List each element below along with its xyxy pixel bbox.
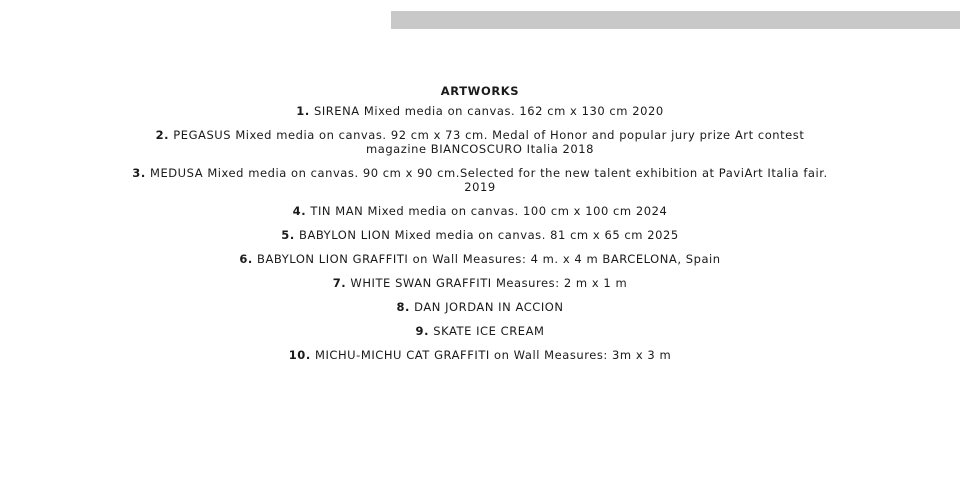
artwork-item [130, 166, 830, 194]
artwork-number: 1. [296, 104, 310, 118]
artwork-number: 5. [281, 228, 295, 242]
artwork-item [130, 128, 830, 156]
artwork-text: MEDUSA Mixed media on canvas. 90 cm x 90 cm.Selected for the new talent exhibition at PaviArt Italia fair. 2019 [149, 166, 828, 194]
artwork-item [130, 300, 830, 314]
artwork-number: 6. [239, 252, 253, 266]
artwork-number: 3. [132, 166, 146, 180]
artwork-item [130, 348, 830, 362]
artwork-item [130, 252, 830, 266]
artwork-item [130, 204, 830, 218]
artwork-item [130, 228, 830, 242]
artwork-number: 2. [155, 128, 170, 142]
artwork-text: BABYLON LION Mixed media on canvas. 81 cm x 65 cm 2025 [299, 228, 679, 242]
artwork-number: 8. [396, 300, 410, 314]
artwork-item [130, 276, 830, 290]
artwork-text: BABYLON LION GRAFFITI on Wall Measures: 4 m. x 4 m BARCELONA, Spain [257, 252, 721, 266]
artwork-text: MICHU-MICHU CAT GRAFFITI on Wall Measures: 3m x 3 m [314, 348, 672, 362]
artwork-text: TIN MAN Mixed media on canvas. 100 cm x 100 cm 2024 [310, 204, 668, 218]
artwork-number: 9. [415, 324, 430, 338]
artwork-text: SKATE ICE CREAM [433, 324, 545, 338]
artwork-number: 4. [292, 204, 307, 218]
artwork-item [130, 324, 830, 338]
artwork-text: PEGASUS Mixed media on canvas. 92 cm x 73 cm. Medal of Honor and popular jury prize Art contest magazine BIANCOSCURO Italia 2018 [173, 128, 805, 156]
artwork-item [130, 104, 830, 118]
artwork-number: 7. [332, 276, 347, 290]
top-gray-bar [391, 11, 960, 29]
artworks-list [0, 104, 960, 372]
artwork-text: WHITE SWAN GRAFFITI Measures: 2 m x 1 m [350, 276, 628, 290]
artwork-number: 10. [288, 348, 311, 362]
artworks-heading: ARTWORKS [440, 84, 520, 98]
artwork-text: DAN JORDAN IN ACCION [414, 300, 564, 314]
artwork-text: SIRENA Mixed media on canvas. 162 cm x 130 cm 2020 [313, 104, 664, 118]
